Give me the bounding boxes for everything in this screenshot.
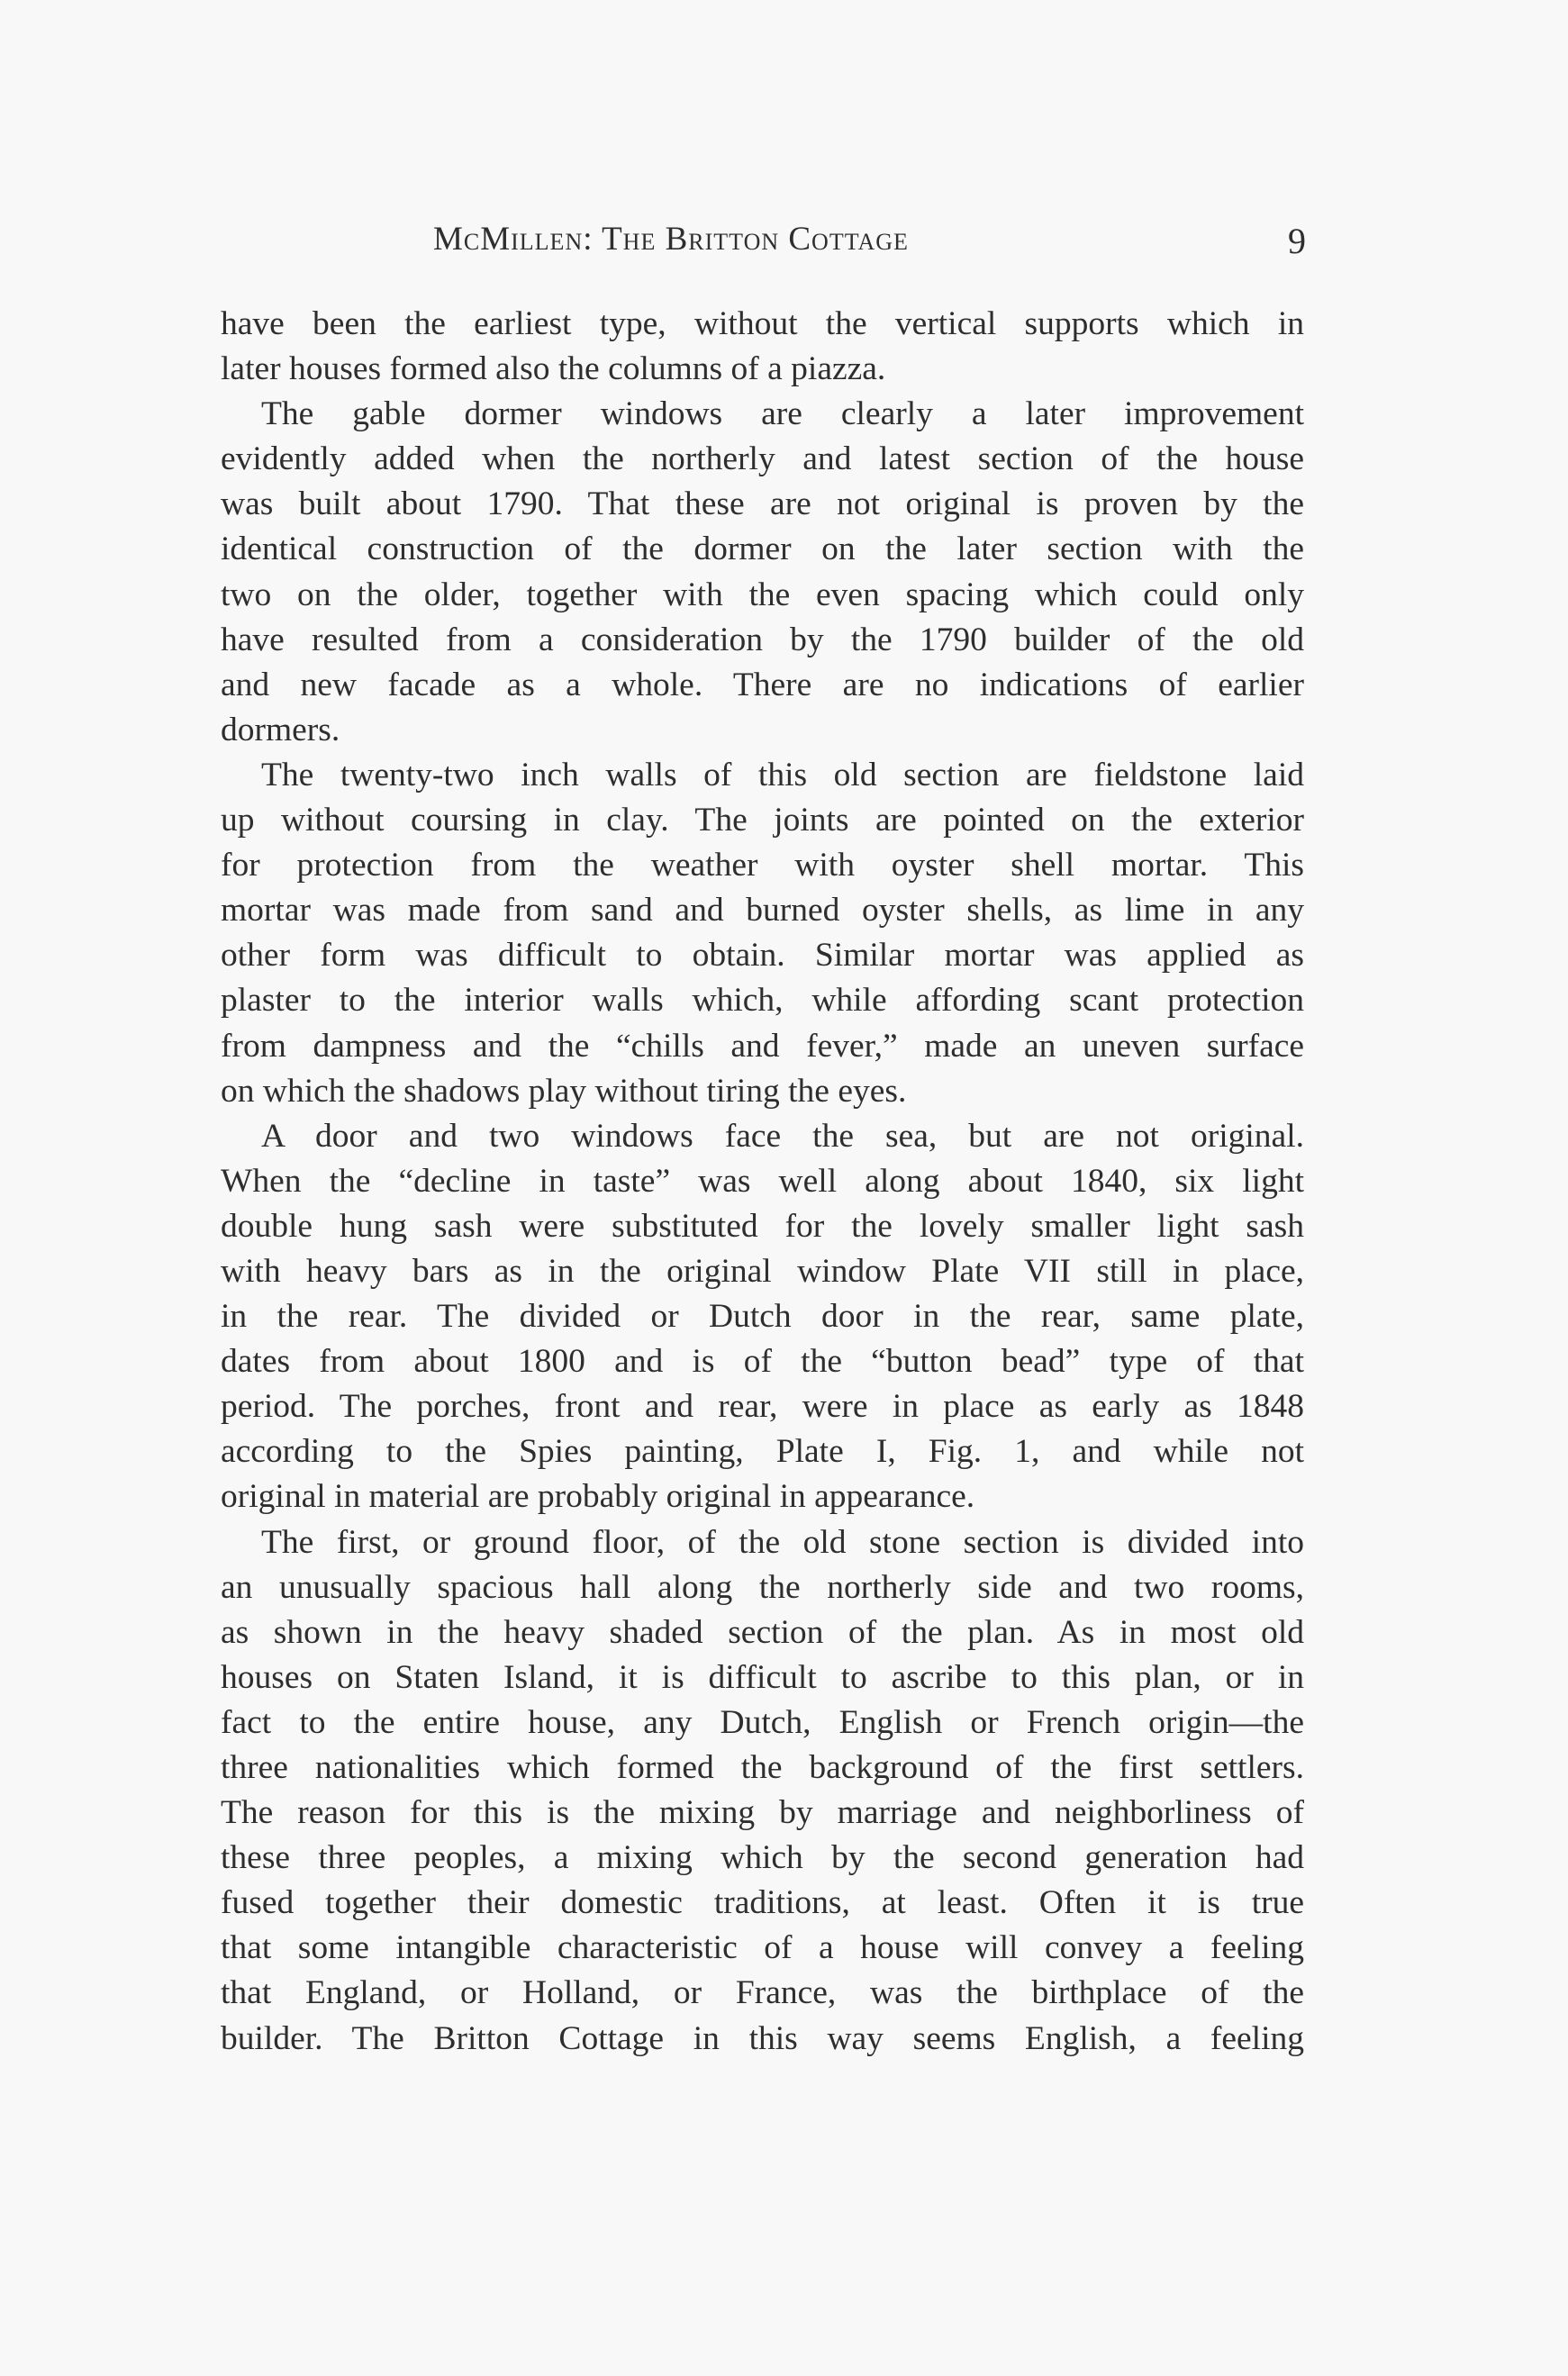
text-line: dates from about 1800 and is of the “button bead” type of that (221, 1343, 1304, 1381)
text-line: later houses formed also the columns of a piazza. (221, 350, 886, 388)
text-line: mortar was made from sand and burned oyster shells, as lime in any (221, 892, 1304, 930)
text-line: other form was difficult to obtain. Similar mortar was applied as (221, 937, 1304, 975)
text-line: The reason for this is the mixing by marriage and neighborliness of (221, 1794, 1304, 1832)
text-line: fused together their domestic traditions, at least. Often it is true (221, 1884, 1304, 1922)
text-line: original in material are probably original in appearance. (221, 1478, 975, 1516)
text-line: builder. The Britton Cottage in this way seems English, a feeling (221, 2019, 1304, 2057)
text-line: have resulted from a consideration by the 1790 builder of the old (221, 621, 1304, 658)
text-line: on which the shadows play without tiring the eyes. (221, 1072, 907, 1110)
text-line: dormers. (221, 711, 340, 748)
text-line: for protection from the weather with oyster shell mortar. This (221, 847, 1304, 884)
text-line: in the rear. The divided or Dutch door in the rear, same plate, (221, 1298, 1304, 1336)
text-line: an unusually spacious hall along the northerly side and two rooms, (221, 1568, 1304, 1606)
text-line: The gable dormer windows are clearly a later improvement (261, 395, 1304, 433)
text-line: fact to the entire house, any Dutch, English or French origin—the (221, 1703, 1304, 1741)
text-line: plaster to the interior walls which, while affording scant protection (221, 982, 1304, 1020)
page-header (221, 220, 1306, 274)
page-number: 9 (1288, 221, 1306, 261)
text-line: two on the older, together with the even spacing which could only (221, 576, 1304, 613)
text-line: up without coursing in clay. The joints are pointed on the exterior (221, 802, 1304, 839)
text-line: The first, or ground floor, of the old stone section is divided into (261, 1523, 1304, 1561)
text-line: that England, or Holland, or France, was the birthplace of the (221, 1974, 1304, 2012)
body-text (221, 302, 1304, 2062)
text-line: A door and two windows face the sea, but are not original. (261, 1117, 1304, 1155)
text-line: was built about 1790. That these are not original is proven by the (221, 485, 1304, 523)
text-line: When the “decline in taste” was well along about 1840, six light (221, 1162, 1304, 1200)
text-line: period. The porches, front and rear, were in place as early as 1848 (221, 1388, 1304, 1426)
text-line: that some intangible characteristic of a house will convey a feeling (221, 1929, 1304, 1967)
text-line: houses on Staten Island, it is difficult to ascribe to this plan, or in (221, 1658, 1304, 1696)
running-head: McMillen: The Britton Cottage (433, 221, 909, 258)
text-line: evidently added when the northerly and latest section of the house (221, 440, 1304, 478)
text-line: three nationalities which formed the background of the first settlers. (221, 1749, 1304, 1786)
text-line: according to the Spies painting, Plate I, Fig. 1, and while not (221, 1433, 1304, 1471)
text-line: and new facade as a whole. There are no indications of earlier (221, 666, 1304, 703)
text-line: with heavy bars as in the original window Plate VII still in place, (221, 1252, 1304, 1290)
text-line: double hung sash were substituted for the lovely smaller light sash (221, 1207, 1304, 1245)
text-line: from dampness and the “chills and fever,” made an uneven surface (221, 1027, 1304, 1065)
text-line: have been the earliest type, without the vertical supports which in (221, 305, 1304, 342)
text-line: these three peoples, a mixing which by the second generation had (221, 1839, 1304, 1877)
text-line: The twenty-two inch walls of this old section are fieldstone laid (261, 756, 1304, 794)
text-line: as shown in the heavy shaded section of the plan. As in most old (221, 1613, 1304, 1651)
text-line: identical construction of the dormer on the later section with the (221, 531, 1304, 568)
